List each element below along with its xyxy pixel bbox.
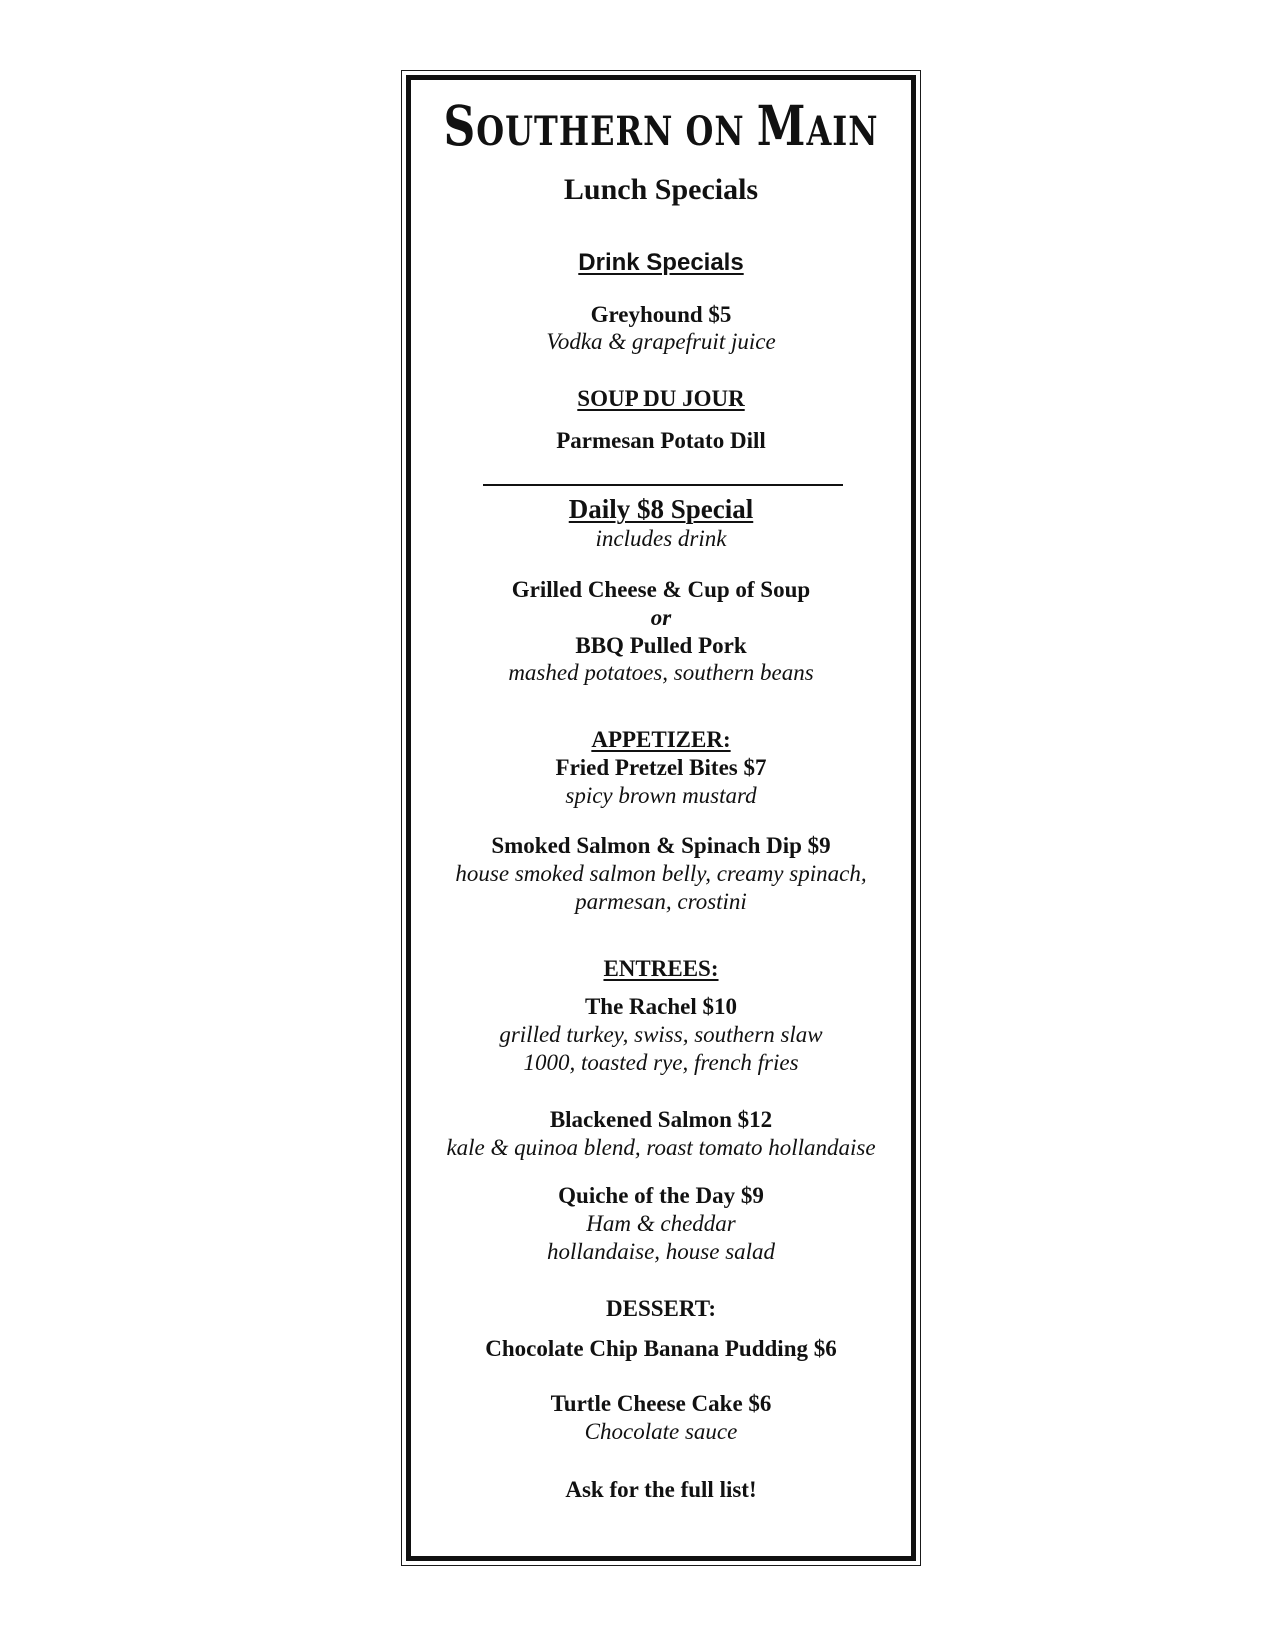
menu-item-description: 1000, toasted rye, french fries [523,1050,799,1075]
entrees-heading: ENTREES: [603,956,719,981]
daily-special-option-1: Grilled Cheese & Cup of Soup [511,577,811,602]
daily-special-heading: Daily $8 Special [568,494,754,524]
drink-item-name: Greyhound $5 [590,302,732,327]
restaurant-title: SOUTHERN ON MAIN [443,95,879,159]
menu-item-description: house smoked salmon belly, creamy spinach, [455,861,867,886]
daily-special-option-2: BBQ Pulled Pork [575,633,747,658]
section-divider [483,484,843,486]
menu-item-name: The Rachel $10 [584,994,738,1019]
menu-item-name: Smoked Salmon & Spinach Dip $9 [491,833,831,858]
menu-item-description: Chocolate sauce [584,1419,738,1444]
menu-item-name: Quiche of the Day $9 [558,1183,764,1208]
menu-item-description: spicy brown mustard [565,783,757,808]
menu-item-description: grilled turkey, swiss, southern slaw [499,1022,823,1047]
drink-specials-heading: Drink Specials [578,249,744,276]
menu-item-description: Ham & cheddar [586,1211,736,1236]
menu-item-name: Turtle Cheese Cake $6 [550,1391,772,1416]
page-subtitle: Lunch Specials [563,173,759,206]
drink-item-description: Vodka & grapefruit juice [546,329,776,354]
menu-item-name: Chocolate Chip Banana Pudding $6 [485,1336,837,1361]
soup-heading: SOUP DU JOUR [577,386,745,411]
menu-item-description: parmesan, crostini [575,889,747,914]
footer-note: Ask for the full list! [565,1477,757,1502]
menu-item-description: kale & quinoa blend, roast tomato hollandaise [446,1135,876,1160]
menu-item-description: hollandaise, house salad [546,1239,776,1264]
daily-special-separator: or [650,605,672,630]
daily-special-note: includes drink [595,526,727,551]
soup-item-name: Parmesan Potato Dill [556,428,766,453]
dessert-heading: DESSERT: [606,1296,716,1321]
daily-special-option-2-description: mashed potatoes, southern beans [508,660,814,685]
menu-item-name: Blackened Salmon $12 [549,1107,773,1132]
menu-item-name: Fried Pretzel Bites $7 [555,755,767,780]
appetizer-heading: APPETIZER: [591,727,731,752]
